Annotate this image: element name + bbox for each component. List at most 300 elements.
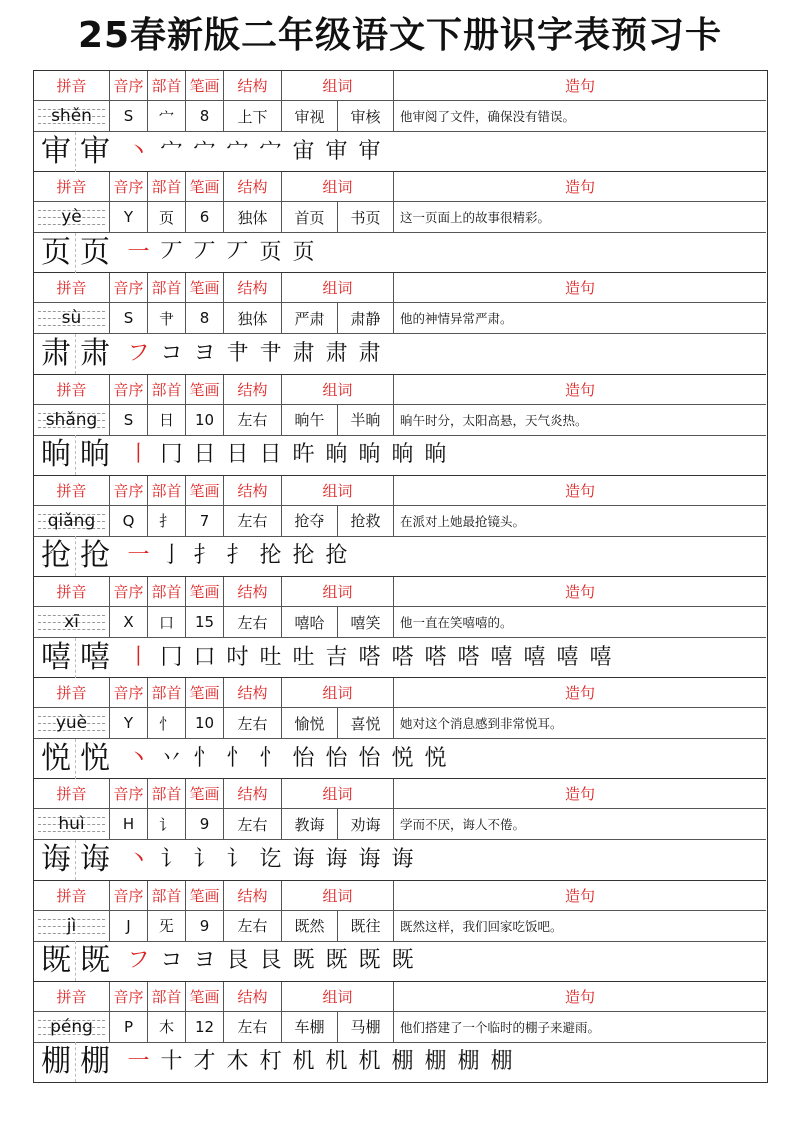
sentence-cell: 这一页面上的故事很精彩。 [400, 210, 551, 226]
model-character: 晌 [80, 437, 110, 473]
stroke-step: 嗒 [391, 644, 414, 670]
model-character: 嘻 [37, 638, 76, 678]
radical-cell: 口 [148, 607, 186, 637]
stroke-step: 忄 [193, 745, 216, 771]
order-cell: H [110, 809, 148, 839]
structure-cell: 左右 [224, 911, 282, 941]
stroke-steps [122, 334, 386, 374]
value-row [34, 303, 766, 334]
order-cell: S [110, 303, 148, 333]
stroke-order-row [34, 942, 766, 982]
stroke-step: 机 [358, 1049, 381, 1075]
pinyin-cell [34, 708, 110, 738]
word2-cell: 劝诲 [338, 809, 394, 839]
model-character: 审 [37, 132, 76, 172]
radical-header: 部首 [148, 273, 186, 302]
structure-header: 结构 [224, 172, 282, 201]
order-cell: X [110, 607, 148, 637]
word1-cell: 愉悦 [282, 708, 338, 738]
value-row [34, 506, 766, 537]
sentence-header: 造句 [564, 178, 595, 197]
stroke-step: 宀 [226, 138, 249, 164]
stroke-order-row [34, 638, 766, 678]
stroke-step: 悦 [391, 745, 414, 771]
sentence-header: 造句 [564, 279, 595, 298]
character-block [34, 779, 766, 880]
stroke-step: 棚 [490, 1049, 513, 1075]
word2-cell: 喜悦 [338, 708, 394, 738]
pinyin-text: shěn [51, 106, 92, 126]
order-cell: Y [110, 708, 148, 738]
stroke-step: 既 [391, 948, 414, 974]
model-character: 既 [37, 941, 76, 981]
word2-cell: 肃静 [338, 303, 394, 333]
pinyin-header: 拼音 [34, 375, 110, 404]
strokes-header: 笔画 [186, 881, 224, 910]
structure-cell: 左右 [224, 607, 282, 637]
strokes-header: 笔画 [186, 476, 224, 505]
stroke-step: 扌 [193, 543, 216, 569]
pinyin-text: sù [61, 308, 82, 329]
strokes-header: 笔画 [186, 71, 224, 100]
value-row [34, 607, 766, 638]
pinyin-cell [34, 1012, 110, 1042]
pinyin-cell [34, 809, 110, 839]
structure-cell: 独体 [224, 202, 282, 232]
header-row [34, 982, 766, 1012]
radical-header: 部首 [148, 982, 186, 1011]
header-row [34, 577, 766, 607]
stroke-step: 既 [358, 948, 381, 974]
sentence-cell: 学而不厌，诲人不倦。 [400, 817, 526, 833]
stroke-step: 吋 [226, 644, 249, 670]
stroke-step: ヨ [193, 948, 216, 974]
words-header: 组词 [282, 678, 394, 707]
stroke-step: 诲 [325, 846, 348, 872]
structure-header: 结构 [224, 375, 282, 404]
stroke-step: 朾 [259, 1049, 282, 1075]
order-cell: Q [110, 506, 148, 536]
header-row [34, 71, 766, 101]
word2-cell: 抢救 [338, 506, 394, 536]
stroke-step: コ [160, 340, 183, 366]
order-header: 音序 [110, 172, 148, 201]
sentence-header: 造句 [564, 785, 595, 804]
stroke-step: 亅 [160, 543, 183, 569]
stroke-step: 吐 [292, 644, 315, 670]
pinyin-header: 拼音 [34, 476, 110, 505]
header-row [34, 881, 766, 911]
words-header: 组词 [282, 982, 394, 1011]
stroke-step: 丨 [127, 442, 150, 468]
stroke-step: 宀 [160, 138, 183, 164]
stroke-step: 既 [325, 948, 348, 974]
order-cell: S [110, 405, 148, 435]
character-block [34, 375, 766, 476]
order-header: 音序 [110, 476, 148, 505]
stroke-step: 诲 [292, 846, 315, 872]
stroke-step: フ [127, 948, 150, 974]
stroke-step: フ [127, 340, 150, 366]
pinyin-cell [34, 405, 110, 435]
pinyin-header: 拼音 [34, 881, 110, 910]
word2-cell: 半晌 [338, 405, 394, 435]
stroke-order-row [34, 436, 766, 476]
character-block [34, 982, 766, 1083]
word2-cell: 马棚 [338, 1012, 394, 1042]
stroke-step: 晌 [424, 442, 447, 468]
words-header: 组词 [282, 273, 394, 302]
model-character: 页 [80, 234, 110, 270]
structure-cell: 独体 [224, 303, 282, 333]
strokes-cell: 7 [186, 506, 224, 536]
pinyin-header: 拼音 [34, 577, 110, 606]
header-row [34, 172, 766, 202]
radical-cell: 讠 [148, 809, 186, 839]
sentence-header: 造句 [564, 684, 595, 703]
character-block [34, 678, 766, 779]
stroke-step: 抡 [259, 543, 282, 569]
structure-cell: 左右 [224, 405, 282, 435]
sentence-cell: 他们搭建了一个临时的棚子来避雨。 [400, 1019, 601, 1035]
words-header: 组词 [282, 375, 394, 404]
strokes-cell: 10 [186, 708, 224, 738]
header-row [34, 779, 766, 809]
order-header: 音序 [110, 375, 148, 404]
sentence-cell: 既然这样，我们回家吃饭吧。 [400, 918, 563, 934]
header-row [34, 678, 766, 708]
stroke-step: 诲 [391, 846, 414, 872]
stroke-step: 丆 [193, 239, 216, 265]
stroke-step: 忄 [259, 745, 282, 771]
stroke-step: 旿 [292, 442, 315, 468]
value-row [34, 202, 766, 233]
stroke-step: 机 [292, 1049, 315, 1075]
character-block [34, 881, 766, 982]
radical-cell: 日 [148, 405, 186, 435]
stroke-step: 艮 [259, 948, 282, 974]
stroke-step: 讫 [259, 846, 282, 872]
stroke-order-row [34, 1043, 766, 1083]
model-character: 悦 [80, 740, 110, 776]
stroke-order-row [34, 334, 766, 374]
structure-header: 结构 [224, 982, 282, 1011]
stroke-step: 肃 [358, 340, 381, 366]
character-block [34, 476, 766, 577]
structure-header: 结构 [224, 881, 282, 910]
stroke-steps [122, 435, 452, 475]
radical-cell: 扌 [148, 506, 186, 536]
model-character: 诲 [80, 841, 110, 877]
structure-header: 结构 [224, 577, 282, 606]
words-header: 组词 [282, 476, 394, 505]
stroke-step: 一 [127, 543, 150, 569]
stroke-step: 口 [193, 644, 216, 670]
model-character: 棚 [37, 1042, 76, 1082]
stroke-step: 忄 [226, 745, 249, 771]
strokes-header: 笔画 [186, 273, 224, 302]
order-header: 音序 [110, 779, 148, 808]
stroke-step: 棚 [391, 1049, 414, 1075]
stroke-steps [122, 132, 386, 172]
pinyin-header: 拼音 [34, 779, 110, 808]
model-character: 肃 [80, 335, 110, 371]
stroke-step: 怡 [325, 745, 348, 771]
stroke-step: 审 [358, 138, 381, 164]
sentence-cell: 他审阅了文件，确保没有错误。 [400, 109, 576, 124]
stroke-order-row [34, 537, 766, 577]
sentence-header: 造句 [564, 481, 595, 500]
strokes-cell: 9 [186, 809, 224, 839]
character-block [34, 71, 766, 172]
stroke-step: 一 [127, 1049, 150, 1075]
word1-cell: 抢夺 [282, 506, 338, 536]
structure-cell: 左右 [224, 708, 282, 738]
pinyin-cell [34, 607, 110, 637]
radical-cell: 旡 [148, 911, 186, 941]
stroke-order-row [34, 233, 766, 273]
word1-cell: 教诲 [282, 809, 338, 839]
stroke-step: 晌 [391, 442, 414, 468]
stroke-step: 讠 [160, 846, 183, 872]
stroke-steps [122, 941, 419, 981]
sentence-header: 造句 [564, 583, 595, 601]
radical-header: 部首 [148, 71, 186, 100]
stroke-step: 丶 [127, 846, 150, 872]
stroke-step: 丆 [226, 239, 249, 265]
value-row [34, 405, 766, 436]
sentence-header: 造句 [564, 886, 595, 905]
radical-header: 部首 [148, 779, 186, 808]
word2-cell: 嘻笑 [338, 607, 394, 637]
stroke-step: 扌 [226, 543, 249, 569]
strokes-cell: 8 [186, 303, 224, 333]
pinyin-cell [34, 911, 110, 941]
character-block [34, 172, 766, 273]
character-block [34, 273, 766, 374]
value-row [34, 708, 766, 739]
stroke-steps [122, 840, 419, 880]
stroke-step: 日 [226, 442, 249, 468]
stroke-step: 审 [325, 138, 348, 164]
word1-cell: 车棚 [282, 1012, 338, 1042]
stroke-steps [122, 1042, 518, 1082]
model-character: 肃 [37, 334, 76, 374]
value-row [34, 101, 766, 132]
stroke-step: 嘻 [490, 644, 513, 670]
stroke-step: 怡 [292, 745, 315, 771]
sentence-cell: 她对这个消息感到非常悦耳。 [400, 716, 563, 732]
stroke-step: 嘻 [589, 644, 612, 670]
sentence-cell: 他一直在笑嘻嘻的。 [400, 615, 513, 630]
word2-cell: 审核 [338, 101, 394, 131]
radical-cell: 肀 [148, 303, 186, 333]
word1-cell: 既然 [282, 911, 338, 941]
stroke-step: 吐 [259, 644, 282, 670]
pinyin-text: qiǎng [47, 510, 96, 531]
stroke-step: 宀 [259, 138, 282, 164]
stroke-step: 怡 [358, 745, 381, 771]
order-header: 音序 [110, 678, 148, 707]
radical-header: 部首 [148, 678, 186, 707]
stroke-step: 丶 [127, 138, 150, 164]
stroke-step: 棚 [424, 1049, 447, 1075]
stroke-step: 丶 [127, 745, 150, 771]
sentence-header: 造句 [564, 987, 595, 1006]
strokes-header: 笔画 [186, 982, 224, 1011]
strokes-cell: 12 [186, 1012, 224, 1042]
radical-header: 部首 [148, 881, 186, 910]
radical-header: 部首 [148, 172, 186, 201]
stroke-step: 棚 [457, 1049, 480, 1075]
words-header: 组词 [282, 779, 394, 808]
model-character: 审 [80, 133, 110, 169]
pinyin-header: 拼音 [34, 982, 110, 1011]
order-header: 音序 [110, 881, 148, 910]
radical-header: 部首 [148, 577, 186, 606]
page-title: 25春新版二年级语文下册识字表预习卡 [77, 15, 723, 56]
stroke-step: 冂 [160, 644, 183, 670]
stroke-steps [122, 536, 353, 576]
header-row [34, 273, 766, 303]
strokes-header: 笔画 [186, 172, 224, 201]
header-row [34, 375, 766, 405]
character-block [34, 577, 766, 678]
pinyin-header: 拼音 [34, 678, 110, 707]
model-character: 棚 [80, 1044, 110, 1080]
model-character: 悦 [37, 739, 76, 779]
strokes-cell: 10 [186, 405, 224, 435]
strokes-cell: 6 [186, 202, 224, 232]
sentence-cell: 晌午时分，太阳高悬，天气炎热。 [400, 412, 588, 428]
stroke-step: 木 [226, 1049, 249, 1075]
stroke-step: 才 [193, 1049, 216, 1075]
radical-header: 部首 [148, 476, 186, 505]
pinyin-header: 拼音 [34, 172, 110, 201]
strokes-header: 笔画 [186, 779, 224, 808]
words-header: 组词 [282, 577, 394, 606]
stroke-steps [122, 638, 617, 678]
stroke-step: 宙 [292, 138, 315, 164]
stroke-step: 页 [292, 239, 315, 265]
word1-cell: 嘻哈 [282, 607, 338, 637]
stroke-step: コ [160, 948, 183, 974]
pinyin-cell [34, 202, 110, 232]
stroke-step: 十 [160, 1049, 183, 1075]
stroke-step: 宀 [193, 138, 216, 164]
model-character: 抢 [80, 538, 110, 574]
radical-cell: 页 [148, 202, 186, 232]
radical-cell: 宀 [148, 101, 186, 131]
stroke-step: 诲 [358, 846, 381, 872]
order-header: 音序 [110, 577, 148, 606]
strokes-header: 笔画 [186, 577, 224, 606]
stroke-step: 丆 [160, 239, 183, 265]
stroke-step: 肃 [325, 340, 348, 366]
radical-cell: 忄 [148, 708, 186, 738]
stroke-order-row [34, 840, 766, 880]
stroke-step: 晌 [325, 442, 348, 468]
word1-cell: 首页 [282, 202, 338, 232]
value-row [34, 911, 766, 942]
stroke-step: 冂 [160, 442, 183, 468]
structure-header: 结构 [224, 779, 282, 808]
word2-cell: 既往 [338, 911, 394, 941]
sentence-cell: 在派对上她最抢镜头。 [400, 513, 526, 529]
model-character: 既 [80, 943, 110, 979]
pinyin-cell [34, 303, 110, 333]
pinyin-text: shǎng [45, 409, 98, 430]
model-character: 抢 [37, 536, 76, 576]
stroke-steps [122, 739, 452, 779]
model-character: 嘻 [80, 639, 110, 675]
stroke-order-row [34, 132, 766, 172]
stroke-step: 讠 [193, 846, 216, 872]
stroke-step: 嘻 [523, 644, 546, 670]
model-character: 页 [37, 233, 76, 273]
words-header: 组词 [282, 172, 394, 201]
stroke-step: 肀 [259, 340, 282, 366]
order-cell: J [110, 911, 148, 941]
stroke-step: 日 [193, 442, 216, 468]
pinyin-cell [34, 101, 110, 131]
stroke-step: 艮 [226, 948, 249, 974]
word1-cell: 晌午 [282, 405, 338, 435]
pinyin-text: huì [58, 814, 85, 835]
stroke-step: 肃 [292, 340, 315, 366]
value-row [34, 1012, 766, 1043]
stroke-step: 页 [259, 239, 282, 265]
sentence-header: 造句 [564, 77, 595, 95]
order-cell: Y [110, 202, 148, 232]
words-header: 组词 [282, 71, 394, 100]
stroke-step: 机 [325, 1049, 348, 1075]
structure-cell: 左右 [224, 1012, 282, 1042]
stroke-step: 嗒 [457, 644, 480, 670]
stroke-step: 日 [259, 442, 282, 468]
pinyin-text: yè [61, 207, 82, 228]
stroke-steps [122, 233, 320, 273]
stroke-step: 吉 [325, 644, 348, 670]
strokes-header: 笔画 [186, 678, 224, 707]
pinyin-header: 拼音 [34, 71, 110, 100]
stroke-step: ヨ [193, 340, 216, 366]
word2-cell: 书页 [338, 202, 394, 232]
stroke-step: 一 [127, 239, 150, 265]
stroke-step: 肀 [226, 340, 249, 366]
strokes-cell: 8 [186, 101, 224, 131]
value-row [34, 809, 766, 840]
strokes-header: 笔画 [186, 375, 224, 404]
stroke-order-row [34, 739, 766, 779]
strokes-cell: 9 [186, 911, 224, 941]
radical-header: 部首 [148, 375, 186, 404]
stroke-step: 嘻 [556, 644, 579, 670]
stroke-step: 晌 [358, 442, 381, 468]
stroke-step: 抡 [292, 543, 315, 569]
pinyin-text: péng [50, 1016, 93, 1037]
stroke-step: 丷 [160, 745, 183, 771]
model-character: 晌 [37, 435, 76, 475]
words-header: 组词 [282, 881, 394, 910]
order-header: 音序 [110, 273, 148, 302]
stroke-step: 嗒 [358, 644, 381, 670]
structure-header: 结构 [224, 476, 282, 505]
order-cell: S [110, 101, 148, 131]
pinyin-text: yuè [55, 713, 88, 734]
structure-cell: 上下 [224, 101, 282, 131]
pinyin-cell [34, 506, 110, 536]
